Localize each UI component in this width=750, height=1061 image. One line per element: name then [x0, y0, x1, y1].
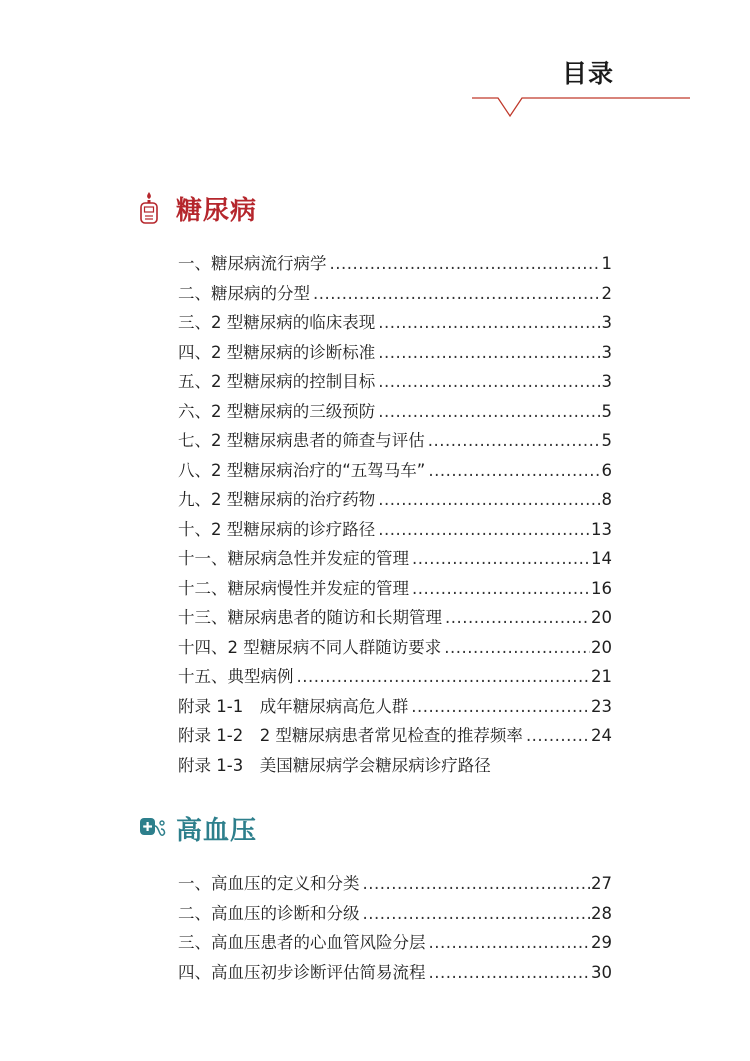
toc-leader-dots: [411, 697, 590, 716]
toc-entry-title: 二、糖尿病的分型: [178, 283, 310, 303]
toc-entry[interactable]: [178, 368, 612, 398]
toc-page-number: 3: [601, 342, 612, 362]
toc-entry[interactable]: [178, 427, 612, 457]
toc-entry[interactable]: [178, 870, 612, 900]
toc-page-number: 2: [601, 283, 612, 303]
toc-entry[interactable]: [178, 900, 612, 930]
toc-entry-title: 一、高血压的定义和分类: [178, 874, 360, 893]
toc-leader-dots: [429, 963, 591, 982]
toc-entry[interactable]: [178, 457, 612, 487]
toc-entry-title: 二、高血压的诊断和分级: [178, 903, 360, 923]
toc-entry[interactable]: [178, 575, 612, 605]
toc-leader-dots: [412, 579, 590, 598]
toc-entry[interactable]: [178, 752, 612, 782]
toc-page-number: 1: [601, 254, 612, 273]
toc-page-number: 3: [601, 372, 612, 391]
toc-leader-dots: [378, 520, 590, 539]
toc-entry-title: 十一、糖尿病急性并发症的管理: [178, 549, 409, 568]
toc-entry[interactable]: [178, 693, 612, 723]
toc-entry[interactable]: [178, 250, 612, 280]
toc-entry-title: 十、2 型糖尿病的诊疗路径: [178, 519, 376, 539]
toc-leader-dots: [313, 284, 601, 303]
toc-entry-title: 十三、糖尿病患者的随访和长期管理: [178, 608, 442, 627]
toc-page-number: 28: [591, 903, 612, 923]
section-heading-diabetes: [138, 188, 257, 228]
toc-entry[interactable]: [178, 280, 612, 310]
toc-leader-dots: [297, 667, 591, 686]
section-heading-hypertension: [138, 808, 257, 848]
toc-entry[interactable]: [178, 486, 612, 516]
toc-leader-dots: [445, 608, 590, 627]
toc-leader-dots: [428, 461, 600, 480]
toc-entry-title: 三、2 型糖尿病的临床表现: [178, 313, 376, 332]
toc-page-number: 20: [591, 608, 612, 627]
toc-leader-dots: [363, 904, 591, 923]
glucose-meter-icon: [138, 188, 174, 228]
toc-leader-dots: [378, 313, 600, 332]
toc-page-number: 8: [601, 490, 612, 509]
toc-entry[interactable]: [178, 959, 612, 989]
toc-page-number: 29: [591, 933, 612, 952]
toc-entry[interactable]: [178, 663, 612, 693]
toc-entry[interactable]: [178, 604, 612, 634]
toc-entry[interactable]: [178, 634, 612, 664]
toc-leader-dots: [378, 402, 600, 421]
section-title-hypertension: 高血压: [176, 815, 258, 846]
toc-leader-dots: [444, 638, 590, 657]
toc-entry[interactable]: [178, 516, 612, 546]
toc-list-diabetes: [178, 250, 612, 781]
toc-entry-title: 九、2 型糖尿病的治疗药物: [178, 490, 376, 509]
toc-page-number: 5: [601, 401, 612, 421]
toc-entry-title: 七、2 型糖尿病患者的筛查与评估: [178, 431, 425, 450]
toc-page-number: 20: [591, 637, 612, 657]
toc-page-number: 14: [591, 549, 612, 568]
toc-leader-dots: [378, 490, 600, 509]
toc-entry-title: 一、糖尿病流行病学: [178, 254, 327, 273]
toc-entry-title: 附录 1-3 美国糖尿病学会糖尿病诊疗路径: [178, 755, 491, 775]
toc-entry[interactable]: [178, 545, 612, 575]
toc-entry-title: 四、高血压初步诊断评估简易流程: [178, 962, 426, 982]
heading-underline: [472, 90, 690, 120]
toc-entry-title: 十四、2 型糖尿病不同人群随访要求: [178, 637, 442, 657]
toc-page-number: 3: [601, 313, 612, 332]
toc-entry-title: 十五、典型病例: [178, 667, 294, 686]
toc-page-number: 21: [591, 667, 612, 686]
page-title: 目录: [561, 59, 614, 88]
toc-leader-dots: [378, 343, 600, 362]
toc-entry[interactable]: [178, 309, 612, 339]
toc-entry-title: 十二、糖尿病慢性并发症的管理: [178, 578, 409, 598]
toc-list-hypertension: [178, 870, 612, 988]
toc-leader-dots: [428, 431, 601, 450]
toc-page-number: 24: [591, 726, 612, 745]
toc-entry[interactable]: [178, 722, 612, 752]
toc-entry-title: 三、高血压患者的心血管风险分层: [178, 933, 426, 952]
toc-entry-title: 附录 1-1 成年糖尿病高危人群: [178, 696, 409, 716]
toc-entry-title: 附录 1-2 2 型糖尿病患者常见检查的推荐频率: [178, 726, 523, 745]
toc-leader-dots: [412, 549, 590, 568]
toc-page-number: 5: [601, 431, 612, 450]
toc-page-number: 13: [591, 519, 612, 539]
toc-entry-title: 六、2 型糖尿病的三级预防: [178, 401, 376, 421]
toc-page-number: 16: [591, 578, 612, 598]
toc-entry[interactable]: [178, 398, 612, 428]
toc-page-number: 30: [591, 962, 612, 982]
toc-leader-dots: [378, 372, 600, 391]
toc-leader-dots: [429, 933, 591, 952]
toc-leader-dots: [526, 726, 590, 745]
toc-entry-title: 八、2 型糖尿病治疗的“五驾马车”: [178, 460, 426, 480]
toc-entry-title: 五、2 型糖尿病的控制目标: [178, 372, 376, 391]
toc-entry[interactable]: [178, 929, 612, 959]
toc-entry[interactable]: [178, 339, 612, 369]
toc-leader-dots: [330, 254, 601, 273]
toc-leader-dots: [363, 874, 591, 893]
toc-page-number: 6: [601, 460, 612, 480]
toc-page-number: 27: [591, 874, 612, 893]
blood-pressure-monitor-icon: [138, 808, 174, 848]
section-title-diabetes: 糖尿病: [176, 195, 258, 226]
toc-entry-title: 四、2 型糖尿病的诊断标准: [178, 342, 376, 362]
toc-page-number: 23: [591, 696, 612, 716]
